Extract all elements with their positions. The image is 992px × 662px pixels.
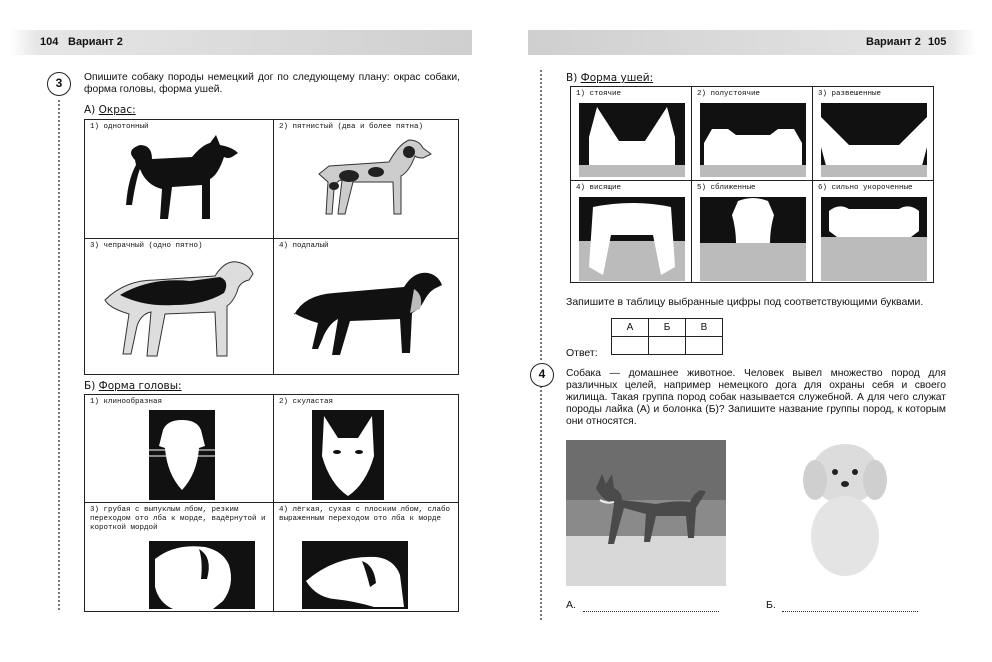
answer-column-b: Б	[649, 319, 686, 337]
ears-cell-2-caption: 2) полустоячие	[697, 90, 761, 98]
ears-cell-6	[812, 180, 934, 283]
ears-section-label: Форма ушей:	[580, 72, 654, 84]
answer-a-line[interactable]	[583, 611, 719, 612]
wedge-head-image	[149, 410, 215, 500]
ears-section-letter: В)	[566, 72, 578, 84]
ears-cell-1-caption: 1) стоячие	[576, 90, 622, 98]
color-cell-3	[84, 238, 274, 375]
head-cell-2-caption: 2) скуластая	[279, 398, 334, 406]
head-cell-1	[84, 394, 274, 503]
cheekbone-head-image	[312, 410, 384, 500]
cropped-ears-image	[821, 197, 927, 281]
right-variant-label: Вариант 2	[866, 36, 921, 48]
color-cell-4	[273, 238, 459, 375]
right-margin-line-bottom	[540, 386, 542, 620]
head-cell-3	[84, 502, 274, 612]
spread-ears-image	[821, 103, 927, 177]
color-section-title	[84, 104, 136, 116]
right-margin-line-top	[540, 70, 542, 360]
right-page-number: 105	[928, 36, 947, 48]
color-cell-1	[84, 119, 274, 239]
answer-cell-v[interactable]	[686, 337, 723, 355]
head-cell-4-caption: 4) лёгкая, сухая с плоским лбом, слабо выраженным переходом ото лба к морде	[279, 506, 451, 523]
answer-a-label: А.	[566, 599, 576, 611]
question-3-text: Опишите собаку породы немецкий дог по следующему плану: окрас собаки, форма головы, форма ушей.	[84, 72, 460, 95]
table-instruction: Запишите в таблицу выбранные цифры под соответствующими буквами.	[566, 296, 924, 308]
tan-dog-image	[284, 255, 454, 370]
semi-erect-ears-image	[700, 103, 806, 177]
color-section-letter: А)	[84, 104, 96, 116]
ears-cell-2	[691, 86, 813, 181]
ears-section-title	[566, 72, 653, 84]
left-variant-label: Вариант 2	[68, 36, 123, 48]
head-section-letter: Б)	[84, 380, 96, 392]
question-3-number: 3	[47, 72, 71, 96]
head-section-label: Форма головы:	[98, 380, 182, 392]
answer-label: Ответ:	[566, 347, 598, 359]
head-cell-4	[273, 502, 459, 612]
ears-cell-4	[570, 180, 692, 283]
right-page-header	[528, 30, 976, 55]
hanging-ears-image	[579, 197, 685, 281]
answer-cell-a[interactable]	[612, 337, 649, 355]
ears-cell-3-caption: 3) развешенные	[818, 90, 882, 98]
erect-ears-image	[579, 103, 685, 177]
answer-cell-b[interactable]	[649, 337, 686, 355]
answer-column-v: В	[686, 319, 723, 337]
head-section-title	[84, 380, 182, 392]
left-margin-line	[58, 100, 60, 610]
ears-cell-1	[570, 86, 692, 181]
spotted-dog-image	[304, 134, 434, 234]
saddle-dog-image	[95, 255, 265, 370]
question-4-number: 4	[530, 363, 554, 387]
solid-dog-image	[115, 130, 245, 235]
left-page-header	[10, 30, 472, 55]
answer-table	[611, 318, 723, 355]
laika-photo	[566, 440, 726, 586]
head-cell-3-caption: 3) грубая с выпуклым лбом, резким переходом ото лба к морде, вадёрнутой и короткой мордой	[90, 506, 266, 532]
ears-cell-6-caption: 6) сильно укороченные	[818, 184, 913, 192]
light-head-image	[302, 541, 408, 609]
coarse-head-image	[149, 541, 255, 609]
head-cell-1-caption: 1) клинообразная	[90, 398, 163, 406]
color-cell-4-caption: 4) подпалый	[279, 242, 329, 250]
question-4-text: Собака — домашнее животное. Человек вывел множество пород для различных целей, например немецкого дога для охраны себя и своего жилища. Такая группа пород собак называется служебной. А для чего служат породы лайка (А) и болонка (Б)? Запишите название группы пород, к которым они относятся.	[566, 368, 946, 427]
color-cell-3-caption: 3) чепрачный (одно пятно)	[90, 242, 203, 250]
answer-b-line[interactable]	[782, 611, 918, 612]
ears-cell-5	[691, 180, 813, 283]
head-cell-2	[273, 394, 459, 503]
color-cell-1-caption: 1) однотонный	[90, 123, 149, 131]
close-set-ears-image	[700, 197, 806, 281]
ears-cell-3	[812, 86, 934, 181]
color-cell-2-caption: 2) пятнистый (два и более пятна)	[279, 123, 424, 131]
left-page-number: 104	[40, 36, 59, 48]
color-cell-2	[273, 119, 459, 239]
bolonka-photo	[795, 440, 895, 580]
ears-cell-4-caption: 4) висящие	[576, 184, 622, 192]
answer-column-a: А	[612, 319, 649, 337]
answer-b-label: Б.	[766, 599, 776, 611]
color-section-label: Окрас:	[98, 104, 136, 116]
ears-cell-5-caption: 5) сближенные	[697, 184, 756, 192]
